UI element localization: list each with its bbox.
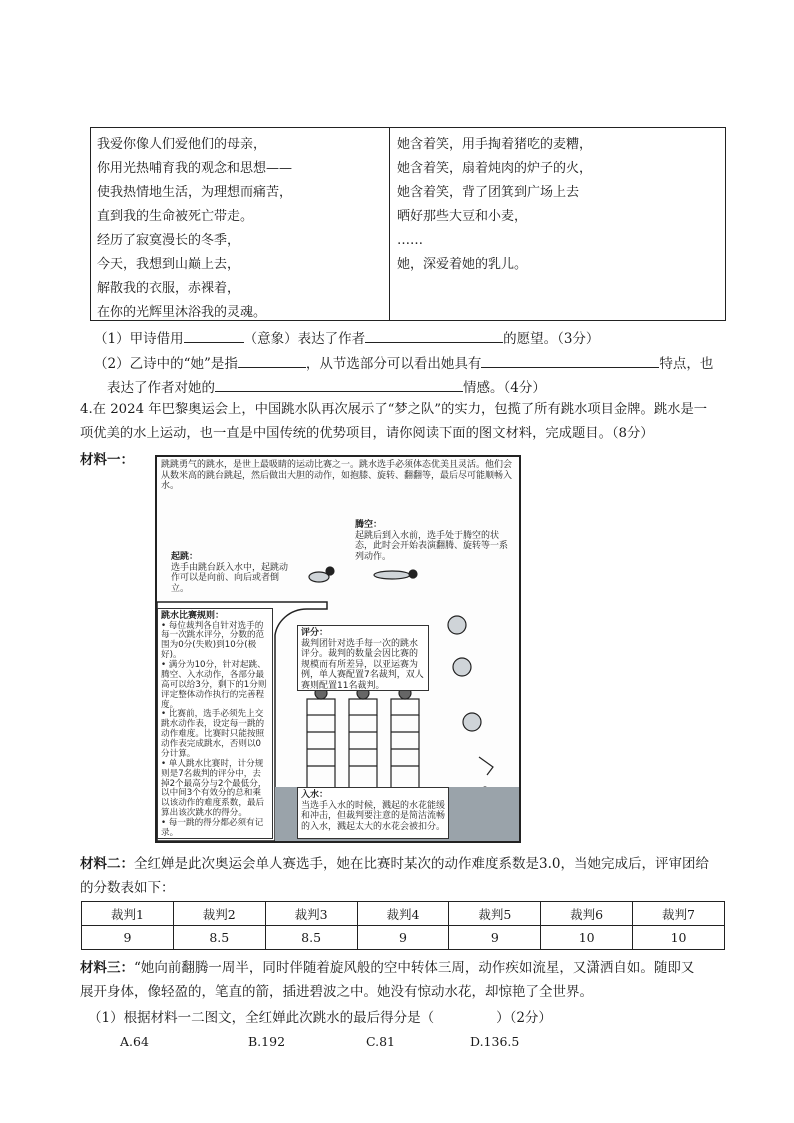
table-header-cell: 裁判7 [633, 902, 725, 926]
question-2-text: 情感。（4分） [463, 380, 546, 396]
material-2-text: 全红婵是此次奥运会单人赛选手，她在比赛时某次的动作难度系数是3.0，当她完成后，评审团给 [134, 856, 709, 872]
score-title: 评分： [301, 628, 329, 638]
poem-yi-line: 她含着笑，背了团箕到广场上去 [397, 185, 580, 200]
answer-blank[interactable] [365, 330, 503, 343]
question-4-line: 4.在 2024 年巴黎奥运会上，中国跳水队再次展示了“梦之队”的实力，包揽了所有跳水项目金牌。跳水是一 [80, 402, 708, 417]
material-2-line [80, 858, 709, 872]
diver-icon [448, 616, 466, 634]
option-d[interactable]: D.136.5 [470, 1034, 520, 1049]
poem-jia-line: 直到我的生命被死亡带走。 [97, 209, 254, 224]
material-2-label: 材料二： [80, 856, 134, 872]
score-table [81, 901, 725, 950]
judge-towers [307, 687, 419, 787]
option-b[interactable]: B.192 [248, 1034, 286, 1049]
table-cell: 8.5 [265, 926, 357, 950]
option-a[interactable]: A.64 [120, 1034, 149, 1049]
poem-yi-line: 她，深爱着她的乳儿。 [397, 257, 528, 272]
material-2-line: 的分数表如下： [80, 880, 175, 896]
rules-title: 跳水比赛规则： [161, 611, 225, 621]
question-1-text: （意象）表达了作者 [243, 331, 366, 347]
diver-icon [479, 757, 493, 775]
material-1-label: 材料一： [80, 452, 134, 468]
question-2 [94, 355, 713, 372]
rules-box [157, 608, 273, 839]
diver-icon [374, 571, 410, 579]
flight-title: 腾空： [355, 520, 383, 530]
question-1-text: 的愿望。（3分） [503, 331, 600, 347]
table-header-cell: 裁判2 [173, 902, 265, 926]
poem-jia-line: 在你的光辉里沐浴我的灵魂。 [97, 305, 267, 320]
score-text: 裁判团针对选手每一次的跳水评分。裁判的数量会因比赛的规模而有所差异，以亚运赛为例，单人赛配置7名裁判，双人赛则配置11名裁判。 [301, 638, 424, 692]
diver-icon [409, 570, 417, 578]
question-2-text: 特点，也 [659, 356, 714, 372]
table-cell: 9 [82, 926, 174, 950]
question-4-line: 项优美的水上运动，也一直是中国传统的优势项目，请你阅读下面的图文材料，完成题目。（8分） [80, 426, 654, 441]
judge-tower [307, 699, 335, 715]
answer-blank[interactable] [215, 379, 463, 392]
poem-divider [389, 127, 390, 321]
sub-question-1-text: （1）根据材料一二图文，全红婵此次跳水的最后得分是（ [88, 1010, 435, 1026]
question-2-text: （2）乙诗中的“她”是指 [94, 356, 238, 372]
poem-jia-line: 经历了寂寞漫长的冬季， [97, 233, 241, 248]
infographic-intro: 跳跳勇气的跳水，是世上最吸睛的运动比赛之一。跳水选手必须体态优美且灵活。他们会从数米高的跳台跳起，然后做出大胆的动作，如抱膝、旋转、翻翻等，最后尽可能顺畅入水。 [161, 460, 513, 492]
table-cell: 8.5 [173, 926, 265, 950]
table-header-cell: 裁判3 [265, 902, 357, 926]
table-cell: 10 [541, 926, 633, 950]
entry-text: 当选手入水的时候，溅起的水花能缓和冲击，但裁判要注意的是简洁流畅的入水，溅起太大的水花会被扣分。 [301, 800, 446, 832]
poem-jia-line: 今天，我想到山巅上去， [97, 257, 241, 272]
poem-yi-line: 她含着笑，扇着炖肉的炉子的火， [397, 161, 593, 176]
poem-jia-line: 使我热情地生活，为理想而痛苦， [97, 185, 293, 200]
material-3-text: “她向前翻腾一周半，同时伴随着旋风般的空中转体三周，动作疾如流星，又潇洒自如。随即又 [134, 960, 695, 976]
question-2-text: 表达了作者对她的 [107, 380, 215, 396]
table-header-cell: 裁判1 [82, 902, 174, 926]
diver-icon [309, 572, 329, 582]
poem-yi-line: …… [397, 233, 423, 248]
takeoff-title: 起跳： [171, 552, 199, 562]
poem-jia-line: 我爱你像人们爱他们的母亲， [97, 137, 267, 152]
material-3-label: 材料三： [80, 960, 134, 976]
entry-box [297, 787, 449, 839]
table-header-cell: 裁判4 [357, 902, 449, 926]
poem-yi-line: 晒好那些大豆和小麦， [397, 209, 528, 224]
sub-question-1-tail: ）（2分） [496, 1010, 552, 1026]
table-cell: 10 [633, 926, 725, 950]
table-header-row [82, 902, 725, 926]
score-box [297, 625, 429, 691]
material-3-line: 展开身体，像轻盈的，笔直的箭，插进碧波之中。她没有惊动水花，却惊艳了全世界。 [80, 984, 593, 1000]
question-1-text: （1）甲诗借用 [94, 331, 184, 347]
diving-infographic [155, 455, 521, 843]
judge-tower [391, 699, 419, 715]
rules-text: • 每位裁判各自针对选手的每一次跳水评分，分数的范围为0分(失败)到10分(极好)。 • 满分为10分，针对起跳、腾空、入水动作，各部分最高可以给3分，剩下的1分则评定整体动作执行的完善程度。 • 比赛前，选手必须先上交跳水动作表，设定每一跳的动作难度。比赛时只能按照动作表完成跳水，否则以0分计算。 • 单人跳水比赛时，计分规则是7名裁判的评分中，去掉2个最高分与2个最低分，以中间3个有效分的总和乘以该动作的难度系数，最后算出该次跳水的得分。 • 每一跳的得分都必须有记录。 [161, 620, 267, 838]
question-2-cont [107, 379, 546, 396]
sub-question-1 [88, 1012, 552, 1026]
table-cell: 9 [357, 926, 449, 950]
answer-blank[interactable] [238, 355, 306, 368]
poem-jia-line: 你用光热哺育我的观念和思想—— [97, 161, 293, 176]
poem-jia-line: 解散我的衣服，赤裸着， [97, 281, 241, 296]
table-cell: 9 [449, 926, 541, 950]
option-c[interactable]: C.81 [366, 1034, 395, 1049]
question-2-text: ，从节选部分可以看出她具有 [305, 356, 482, 372]
answer-blank[interactable] [184, 330, 244, 343]
takeoff-text: 选手由跳台跃入水中，起跳动作可以是向前、向后或者倒立。 [171, 562, 289, 594]
material-3-line [80, 962, 694, 976]
poem-yi-line: 她含着笑，用手掏着猪吃的麦糟， [397, 137, 593, 152]
diver-icon [326, 567, 334, 575]
question-1 [94, 330, 599, 347]
table-header-cell: 裁判6 [541, 902, 633, 926]
diver-icon [463, 713, 481, 731]
table-header-cell: 裁判5 [449, 902, 541, 926]
diver-icon [453, 658, 471, 676]
table-row [82, 926, 725, 950]
judge-tower [349, 699, 377, 715]
answer-blank[interactable] [481, 355, 659, 368]
entry-title: 入水： [301, 790, 329, 800]
flight-text: 起跳后到入水前，选手处于腾空的状态，此时会开始表演翻腾、旋转等一系列动作。 [355, 530, 509, 562]
